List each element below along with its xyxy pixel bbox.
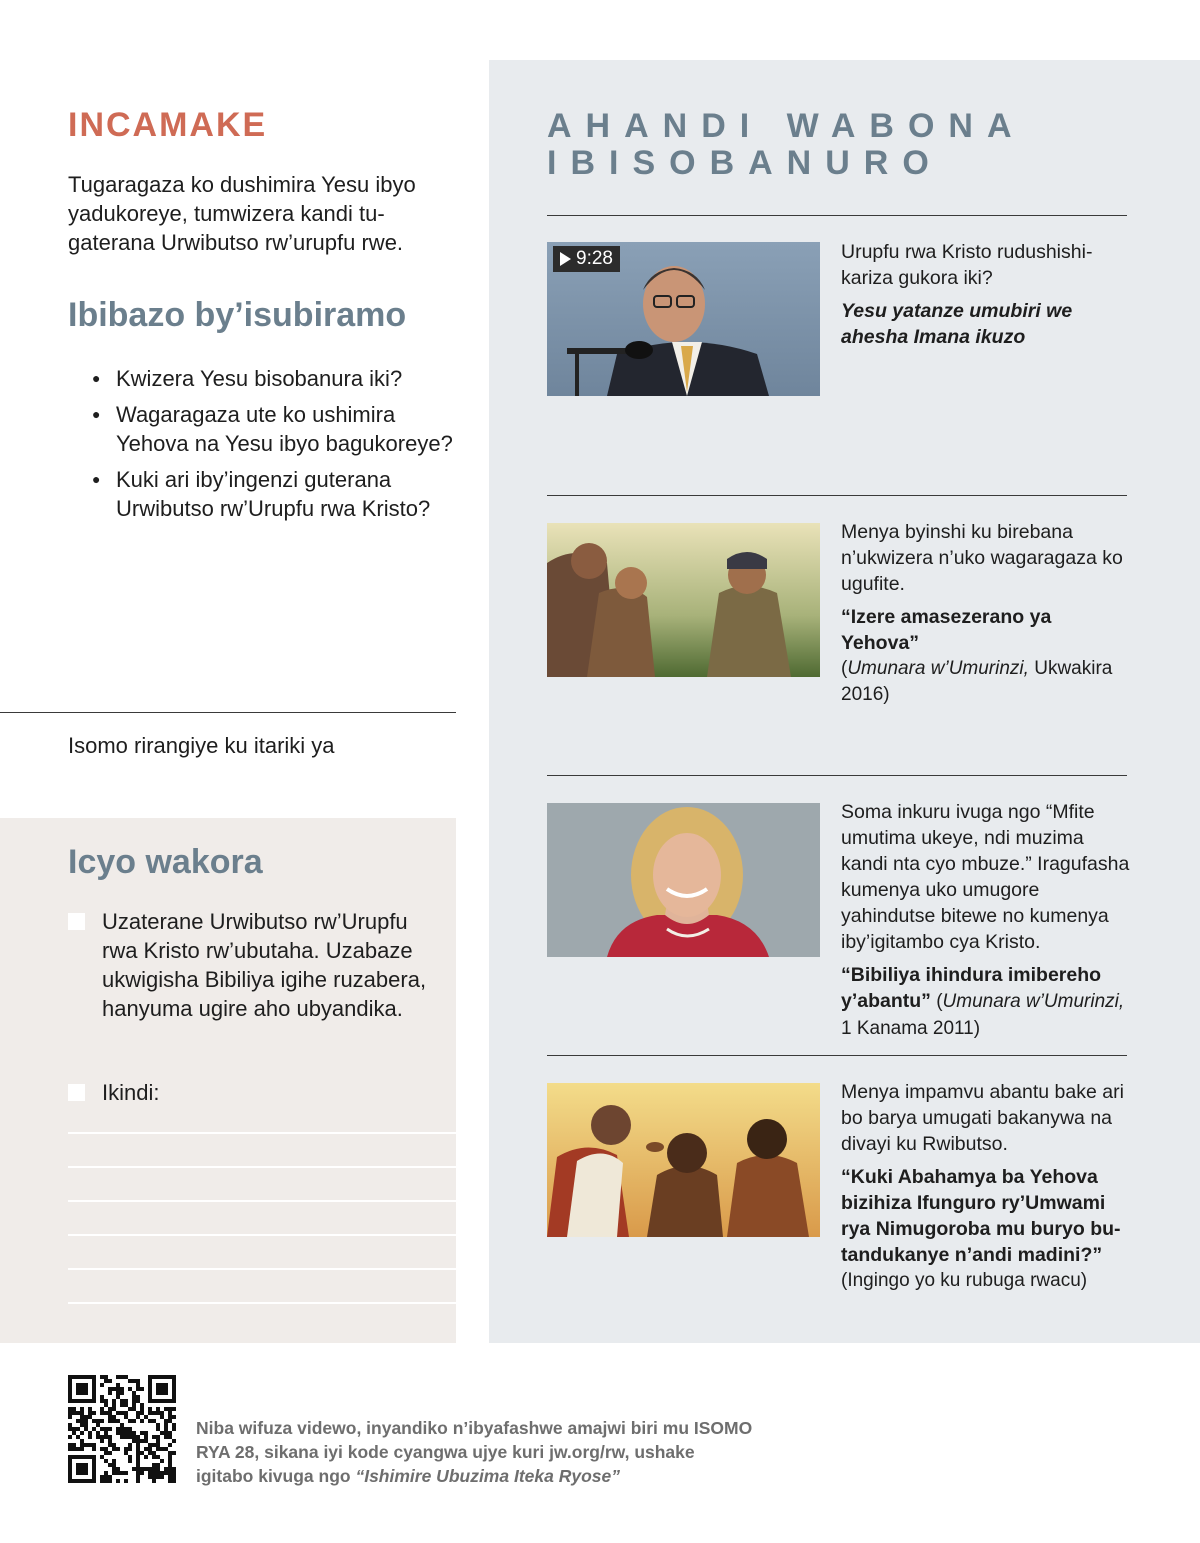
resource-3 (841, 799, 1131, 1042)
resource-desc: Soma inkuru ivuga ngo “Mfite umutima ukeye, ndi muzima kandi nta cyo mbuze.” Iragufasha kumenya uko umugore yahindutse bitewe no kumenya iby’igitambo cya Kristo. (841, 801, 1130, 953)
lesson-date-label: Isomo rirangiye ku itariki ya (68, 733, 335, 758)
checkbox[interactable] (68, 913, 85, 930)
resource-image[interactable] (547, 523, 820, 677)
resource-title[interactable]: Yesu yatanze umubiri we ahesha Imana ikuzo (841, 300, 1073, 348)
summary-title: INCAMAKE (68, 106, 268, 144)
review-question: ● Wagaragaza ute ko ushimira Yehova na Yesu ibyo bagukoreye? (92, 400, 462, 458)
write-line[interactable] (68, 1200, 456, 1202)
resource-title-text[interactable]: “Bibiliya ihindura imibereho y’abantu” (841, 964, 1102, 1012)
publication-name: Umunara w’Umurinzi, (847, 658, 1029, 679)
resource-4 (841, 1079, 1131, 1294)
checkbox[interactable] (68, 1084, 85, 1101)
review-question: ● Kwizera Yesu bisobanura iki? (92, 364, 462, 393)
resource-desc: Menya impamvu abantu bake ari bo barya umugati bakanywa na divayi ku Rwibutso. (841, 1081, 1124, 1155)
divider (547, 495, 1127, 496)
footer-main: Niba wifuza videwo, inyandiko n’ibyafashwe amajwi biri mu ISOMO RYA 28, sikana iyi kode cyangwa ujye kuri jw.org/rw, ushake igitabo kivuga ngo (196, 1418, 753, 1486)
divider (547, 215, 1127, 216)
play-icon (560, 252, 571, 266)
write-line[interactable] (68, 1132, 456, 1134)
divider (547, 1055, 1127, 1056)
publication-date: 1 Kanama 2011) (841, 1018, 981, 1039)
more-info-title: AHANDI WABONA IBISOBANURO (547, 107, 1025, 182)
resource-image[interactable] (547, 1083, 820, 1237)
divider (0, 712, 456, 713)
divider (547, 775, 1127, 776)
book-title[interactable]: “Ishimire Ubuzima Iteka Ryose” (355, 1466, 620, 1486)
resource-desc: Menya byinshi ku birebana n’ukwizera n’uko wagaragaza ko ugufite. (841, 521, 1123, 595)
write-line[interactable] (68, 1166, 456, 1168)
summary-text: Tugaragaza ko dushimira Yesu ibyo yadukoreye, tumwizera kandi tugaterana Urwibutso rw’urupfu rwe. (68, 172, 416, 255)
paren: ( (841, 658, 848, 679)
resource-desc: Urupfu rwa Kristo rudushishikariza gukora iki? (841, 241, 1093, 289)
resource-2 (841, 519, 1131, 708)
resource-title[interactable] (841, 962, 1131, 1042)
resource-title[interactable]: “Izere amasezerano ya Yehova” (841, 606, 1052, 654)
qr-code[interactable] (68, 1375, 176, 1483)
duration-label: 9:28 (576, 248, 613, 269)
publication-name: Umunara w’Umurinzi, (942, 991, 1125, 1012)
write-line[interactable] (68, 1234, 456, 1236)
action-title: Icyo wakora (68, 843, 263, 881)
video-thumbnail[interactable] (547, 242, 820, 396)
resource-title[interactable]: “Kuki Abahamya ba Yehova bizihiza Ifunguro ry’Umwami rya Nimugoroba mu buryo butandukanye n’andi madini?” (841, 1166, 1121, 1266)
resource-image[interactable] (547, 803, 820, 957)
review-question: ● Kuki ari iby’ingenzi guterana Urwibutso rw’Urupfu rwa Kristo? (92, 465, 462, 523)
duration-badge (553, 246, 620, 272)
write-line[interactable] (68, 1302, 456, 1304)
write-line[interactable] (68, 1268, 456, 1270)
action-item: Uzaterane Urwibutso rw’Urupfu rwa Kristo rw’ubutaha. Uzabaze ukwigisha Bibiliya igihe ruzabera, hanyuma ugire aho ubyandika. (102, 909, 427, 1021)
publication-date: Ukwakira 2016) (841, 658, 1113, 705)
action-item-other: Ikindi: (102, 1080, 160, 1105)
resource-1 (841, 239, 1131, 350)
footer-text (196, 1416, 756, 1488)
review-title: Ibibazo by’isubiramo (68, 296, 407, 334)
review-questions (92, 364, 462, 530)
paren: ( (930, 991, 943, 1012)
resource-source: (Ingingo yo ku rubuga rwacu) (841, 1270, 1088, 1291)
resource-source (841, 656, 1131, 708)
